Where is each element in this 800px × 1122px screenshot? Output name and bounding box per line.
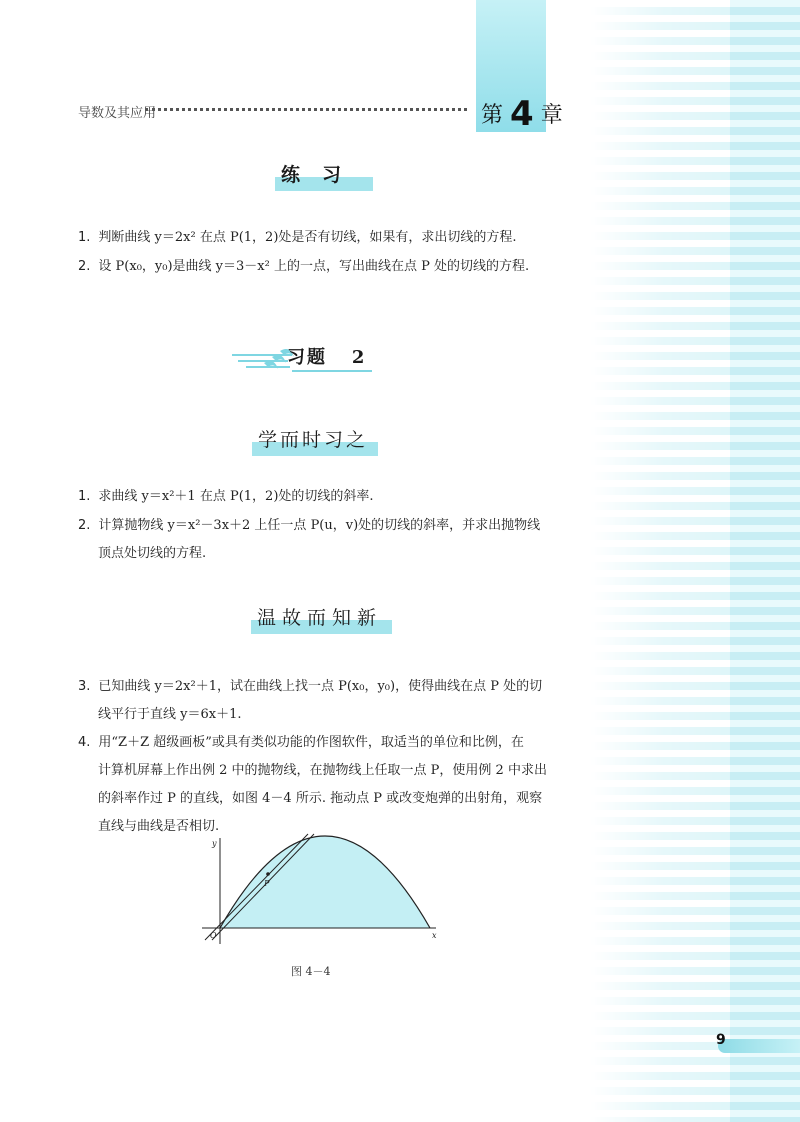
- practice-heading: 练习: [281, 160, 363, 187]
- point-p: [266, 872, 270, 876]
- learn-item-1: 1. 求曲线 y＝x²＋1 在点 P(1，2)处的切线的斜率.: [78, 489, 374, 504]
- chapter-suffix: 章: [540, 103, 563, 128]
- review-item-4-cont2: 的斜率作过 P 的直线，如图 4－4 所示. 拖动点 P 或改变炮弹的出射角，观察: [98, 791, 543, 806]
- figure-caption: 图 4－4: [291, 965, 331, 978]
- chapter-label: [481, 94, 563, 134]
- chapter-prefix: 第: [481, 103, 504, 128]
- review-item-3: 3. 已知曲线 y＝2x²＋1，试在曲线上找一点 P(x₀，y₀)，使得曲线在点 P 处的切: [78, 679, 543, 694]
- page-number: 9: [716, 1032, 726, 1048]
- learn-item-2: 2. 计算抛物线 y＝x²－3x＋2 上任一点 P(u，v)处的切线的斜率，并求出抛物线: [78, 518, 541, 533]
- practice-item-2: 2. 设 P(x₀，y₀)是曲线 y＝3－x² 上的一点，写出曲线在点 P 处的切线的方程.: [78, 259, 530, 274]
- running-title: 导数及其应用: [78, 106, 157, 121]
- header-dot-leader: [145, 108, 467, 111]
- review-heading: 温故而知新: [257, 603, 382, 630]
- parabola-figure: [200, 832, 450, 944]
- decorative-stripes-edge: [730, 0, 800, 1122]
- x-axis-label: x: [432, 931, 437, 940]
- point-p-label: P: [264, 879, 270, 888]
- origin-label: O: [210, 931, 217, 940]
- practice-item-1: 1. 判断曲线 y＝2x² 在点 P(1，2)处是否有切线，如果有，求出切线的方程.: [78, 230, 517, 245]
- review-item-3-cont: 线平行于直线 y＝6x＋1.: [98, 707, 242, 722]
- learn-item-2-cont: 顶点处切线的方程.: [98, 546, 207, 561]
- page-number-bar: [718, 1039, 800, 1053]
- learn-heading: 学而时习之: [258, 425, 368, 452]
- chapter-number: 4: [510, 94, 534, 134]
- review-item-4-cont3: 直线与曲线是否相切.: [98, 819, 220, 834]
- review-item-4: 4. 用“Z＋Z 超级画板”或具有类似功能的作图软件，取适当的单位和比例，在: [78, 735, 524, 750]
- exercise-heading: 习题 2: [287, 347, 367, 368]
- review-item-4-cont1: 计算机屏幕上作出例 2 中的抛物线，在抛物线上任取一点 P，使用例 2 中求出: [98, 763, 547, 778]
- y-axis-label: y: [212, 839, 217, 848]
